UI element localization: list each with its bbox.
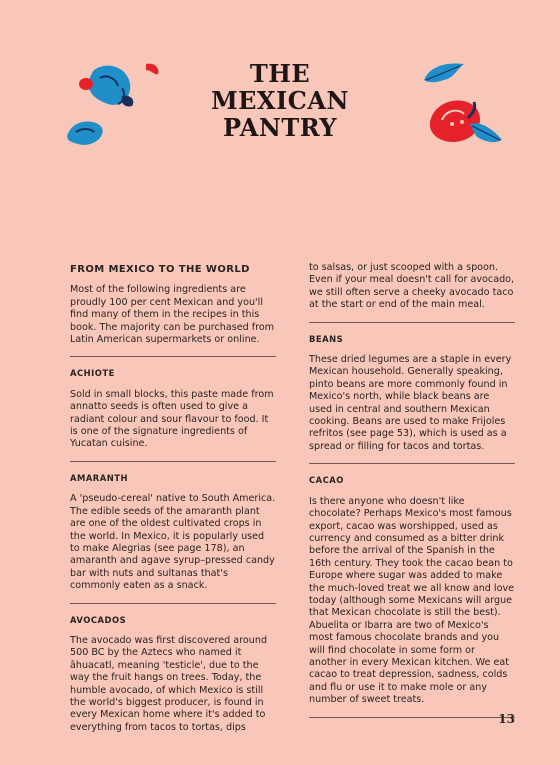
achiote-heading: ACHIOTE: [70, 368, 115, 379]
divider: [70, 603, 276, 604]
intro-text: Most of the following ingredients are proudly 100 per cent Mexican and you'll find many of them in the recipes in this book. The majority can be purchased from Latin American supermarkets or online.: [70, 284, 275, 346]
achiote-text: Sold in small blocks, this paste made from annatto seeds is often used to give a radiant colour and sour flavour to food. It is one of the signature ingredients of Yucatan cuisine.: [70, 388, 274, 450]
page-title: [0, 60, 560, 141]
title-line-3: PANTRY: [222, 113, 338, 142]
cacao-text: Is there anyone who doesn't like chocolate? Perhaps Mexico's most famous export, cacao was worshipped, used as currency and consumed as a bitter drink before the arrival of the Spanish in the 16th century. They took the cacao bean to Europe where sugar was added to make the much-loved treat we all know and love today (although some Mexicans will argue that Mexican chocolate is still the best). Abuelita or Ibarra are two of Mexico's most famous chocolate brands and you will find chocolate in some form or another in every Mexican kitchen. We eat cacao to treat depression, sadness, colds and flu or use it to make mole or any number of sweet treats.: [309, 495, 515, 706]
divider: [309, 717, 515, 718]
beans-text: These dried legumes are a staple in every Mexican household. Generally speaking, pinto beans are more commonly found in Mexico's north, while black beans are used in central and southern Mexican cooking. Beans are used to make Frijoles refritos (see page 53), which is used as a spread or filling for tacos and tortas.: [309, 354, 512, 452]
divider: [70, 461, 276, 462]
left-column: [70, 262, 276, 734]
amaranth-text: A 'pseudo-cereal' native to South America. The edible seeds of the amaranth plant are one of the oldest cultivated crops in the world. In Mexico, it is popularly used to make Alegrias (see page 178), an amaranth and agave syrup–pressed candy bar with nuts and sultanas that's commonly eaten as a snack.: [70, 493, 276, 592]
page-number: 13: [498, 712, 515, 726]
avocados-text: The avocado was first discovered around 500 BC by the Aztecs who named it āhuacatl, meaning 'testicle', due to the way the fruit hangs on trees. Today, the humble avocado, of which Mexico is still the world's biggest producer, is found in every Mexican home where it's added to everything from tacos to tortas, dips: [70, 634, 268, 733]
title-line-1: THE: [249, 59, 311, 88]
avocados-text-continued: to salsas, or just scooped with a spoon. Even if your meal doesn't call for avocado, we still often serve a cheeky avocado taco at the start or end of the main meal.: [309, 262, 515, 311]
right-column: [309, 262, 515, 728]
avocados-heading: AVOCADOS: [70, 614, 127, 625]
divider: [309, 463, 515, 464]
title-line-2: MEXICAN: [211, 86, 349, 115]
cacao-heading: CACAO: [309, 475, 344, 486]
divider: [309, 322, 515, 323]
amaranth-heading: AMARANTH: [70, 472, 128, 483]
divider: [70, 356, 276, 357]
beans-heading: BEANS: [309, 333, 344, 344]
section-heading: FROM MEXICO TO THE WORLD: [70, 264, 250, 275]
